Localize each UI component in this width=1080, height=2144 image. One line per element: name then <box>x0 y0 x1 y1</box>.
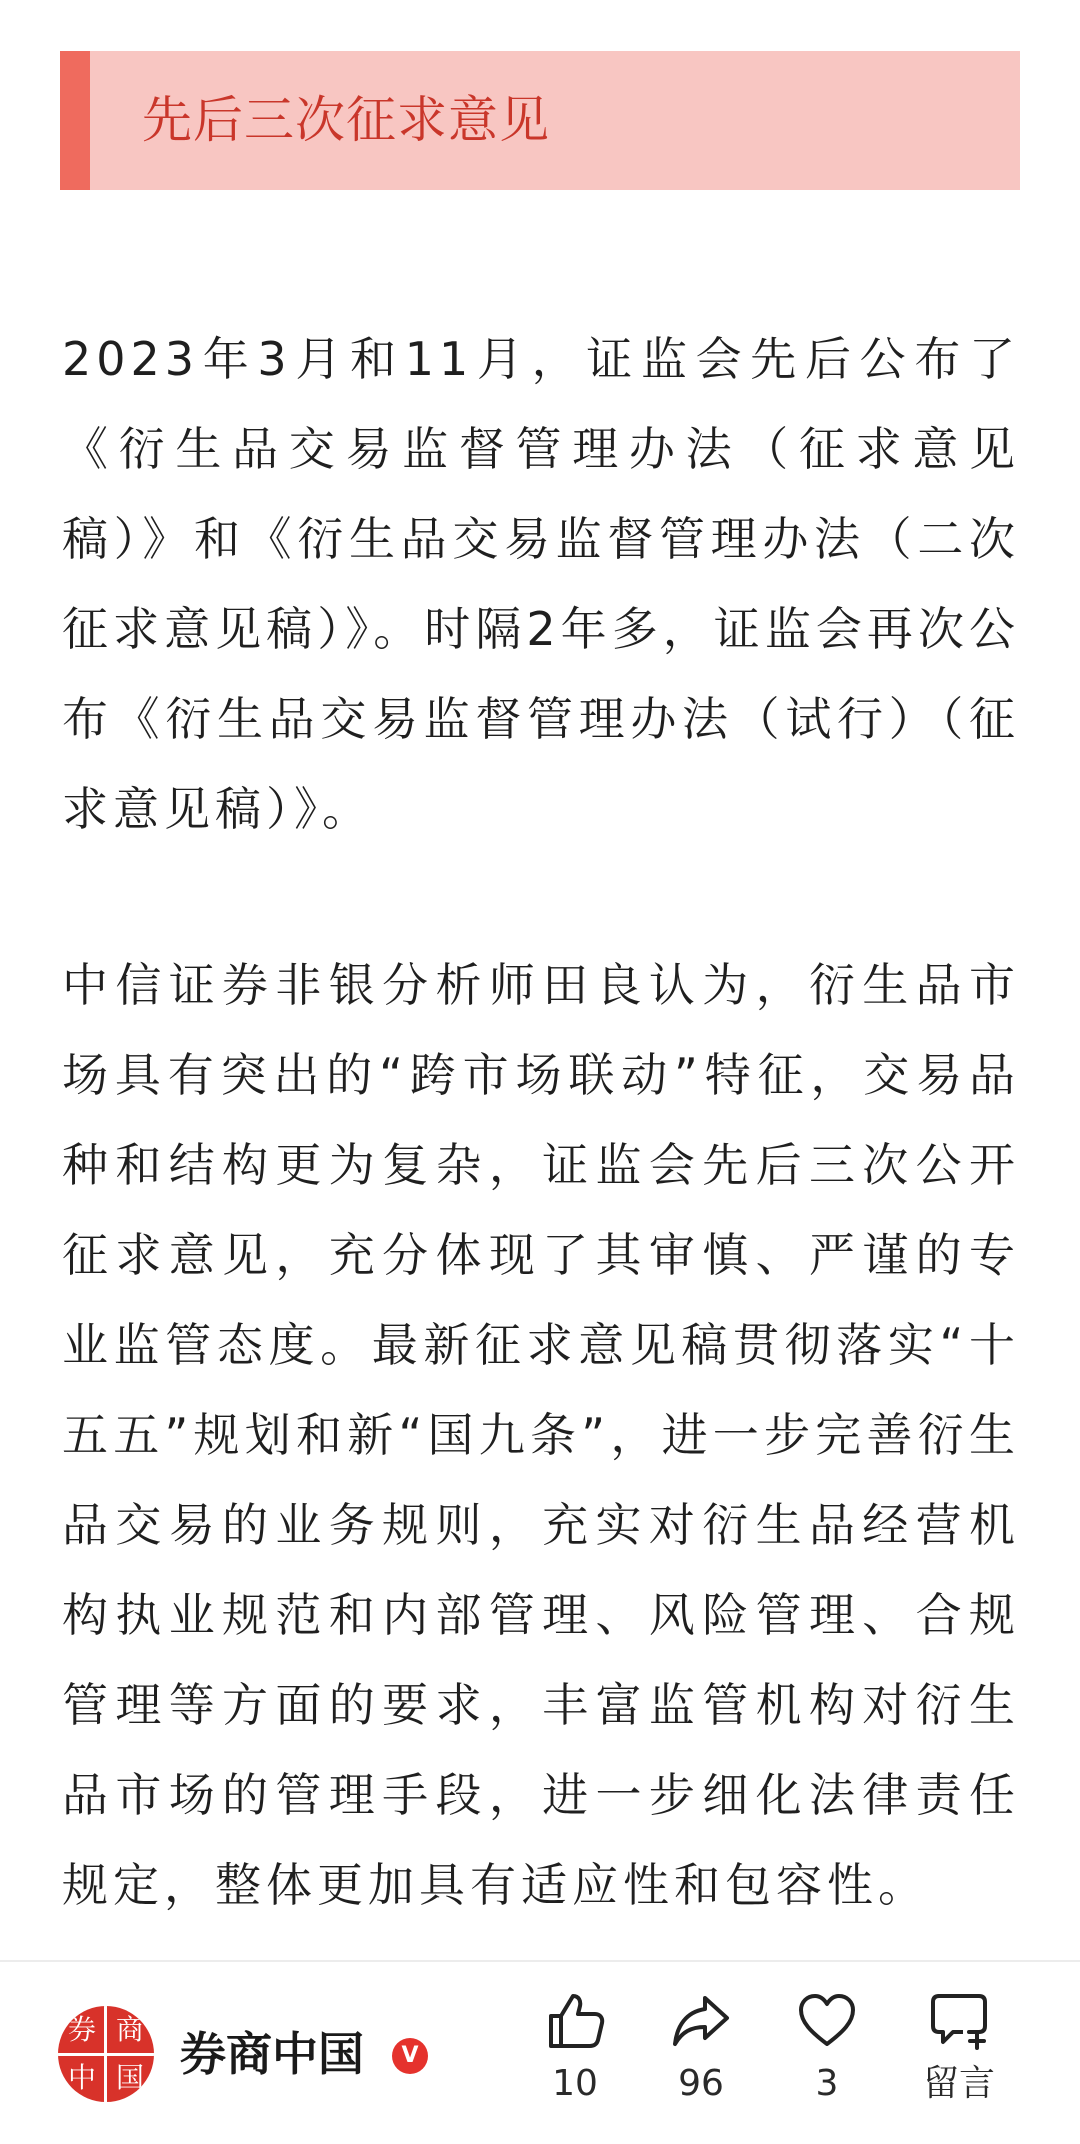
share-button[interactable] <box>646 1992 756 2104</box>
heart-icon <box>797 1992 857 2050</box>
account-avatar-logo[interactable] <box>58 2006 154 2102</box>
verified-badge-icon: V <box>392 2038 428 2074</box>
logo-char: 中 <box>67 2061 96 2094</box>
section-header-accent-bar <box>60 51 90 190</box>
share-count: 96 <box>678 2063 724 2104</box>
article-footer-bar <box>0 1962 1080 2144</box>
comment-add-icon <box>929 1992 989 2050</box>
thumbs-up-icon <box>545 1992 605 2050</box>
logo-char: 商 <box>115 2013 144 2046</box>
favorite-button[interactable] <box>772 1992 882 2104</box>
section-title: 先后三次征求意见 <box>142 91 550 149</box>
comment-button[interactable] <box>904 1992 1014 2104</box>
logo-char: 券 <box>67 2013 96 2046</box>
share-arrow-icon <box>671 1992 731 2050</box>
comment-label: 留言 <box>922 2063 995 2104</box>
like-button[interactable] <box>520 1992 630 2104</box>
like-count: 10 <box>552 2063 598 2104</box>
article-paragraph: 2023年3月和11月，证监会先后公布了《衍生品交易监督管理办法（征求意见稿）》和《衍生品交易监督管理办法（二次征求意见稿）》。时隔2年多，证监会再次公布《衍生品交易监督管理办法（试行）（征求意见稿）》。 <box>62 332 1020 836</box>
account-name[interactable]: 券商中国 <box>180 2027 364 2081</box>
article-paragraph: 中信证券非银分析师田良认为，衍生品市场具有突出的“跨市场联动”特征，交易品种和结构更为复杂，证监会先后三次公开征求意见，充分体现了其审慎、严谨的专业监管态度。最新征求意见稿贯彻落实“十五五”规划和新“国九条”，进一步完善衍生品交易的业务规则，充实对衍生品经营机构执业规范和内部管理、风险管理、合规管理等方面的要求，丰富监管机构对衍生品市场的管理手段，进一步细化法律责任规定，整体更加具有适应性和包容性。 <box>62 958 1020 1912</box>
section-header <box>60 51 1020 190</box>
favorite-count: 3 <box>815 2063 839 2104</box>
logo-char: 国 <box>115 2061 144 2094</box>
